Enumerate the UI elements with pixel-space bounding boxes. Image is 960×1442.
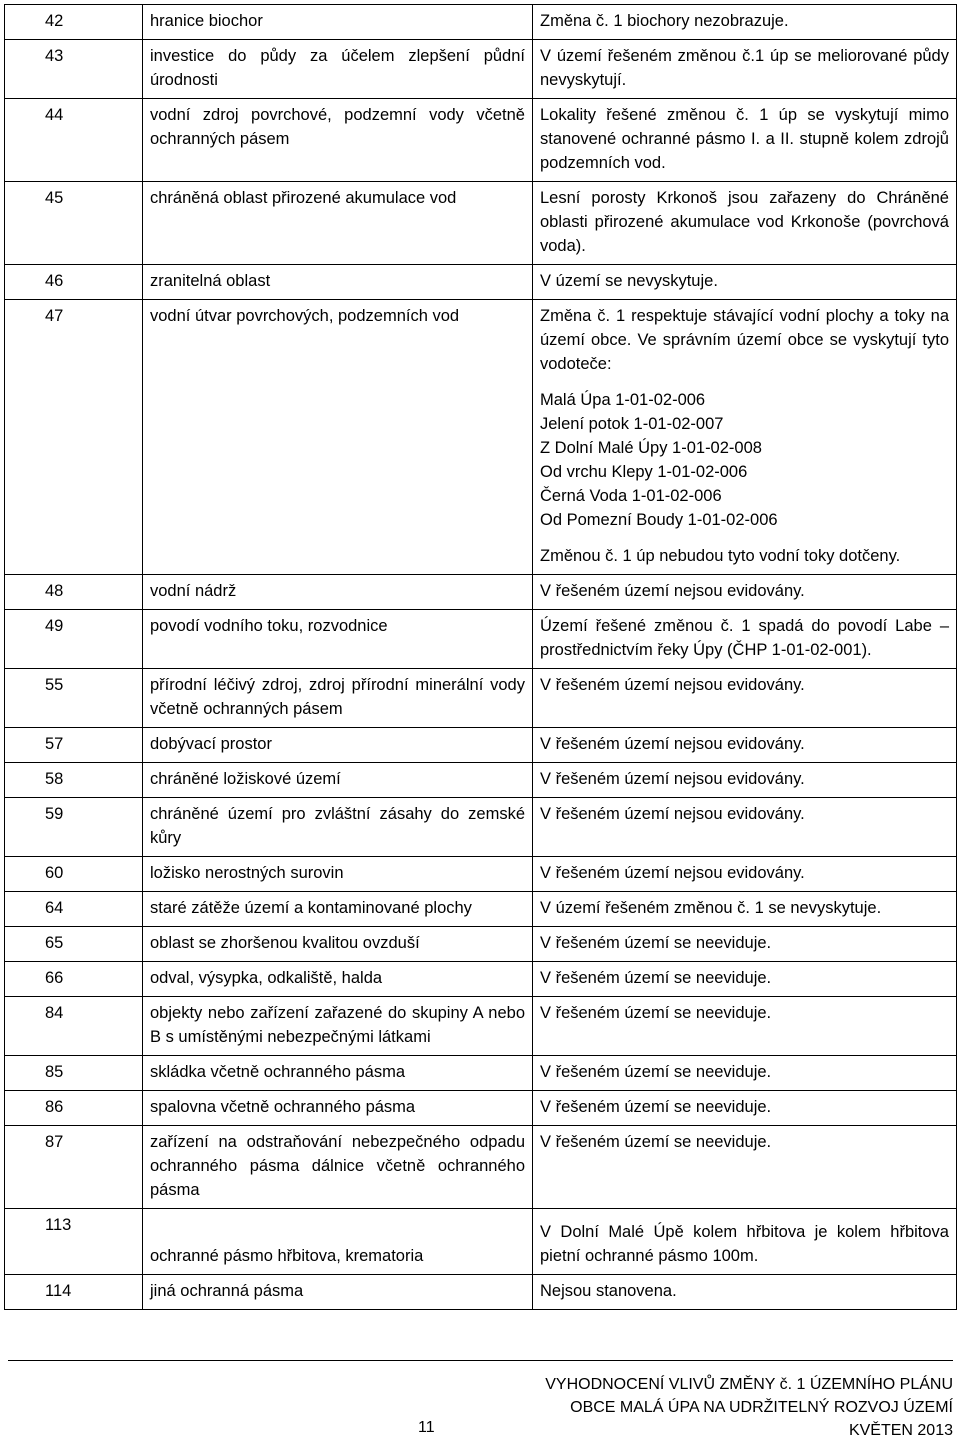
assessment-text: Změnou č. 1 úp nebudou tyto vodní toky dotčeny.	[540, 547, 901, 565]
limit-assessment	[533, 5, 957, 40]
assessment-text: Lokality řešené změnou č. 1 úp se vyskytují mimo stanovené ochranné pásmo I. a II. stupně kolem zdrojů podzemních vod.	[540, 106, 949, 172]
limit-name: zranitelná oblast	[143, 265, 533, 300]
table-row	[5, 1209, 957, 1275]
table-row	[5, 798, 957, 857]
assessment-text: V řešeném území nejsou evidovány.	[540, 735, 805, 753]
assessment-text: Změna č. 1 biochory nezobrazuje.	[540, 12, 789, 30]
row-number: 58	[5, 763, 143, 798]
row-number: 44	[5, 99, 143, 182]
footer-line-3: KVĚTEN 2013	[848, 1422, 953, 1439]
assessment-text: V řešeném území se neeviduje.	[540, 934, 772, 952]
assessment-text: Lesní porosty Krkonoš jsou zařazeny do Chráněné oblasti přirozené akumulace vod Krkonoše (povrchová voda).	[540, 189, 949, 255]
limit-name: chráněná oblast přirozené akumulace vod	[143, 182, 533, 265]
limit-name: hranice biochor	[143, 5, 533, 40]
limit-assessment	[533, 1126, 957, 1209]
row-number: 47	[5, 300, 143, 575]
footer-divider	[8, 1360, 953, 1361]
limit-assessment	[533, 927, 957, 962]
limit-name: investice do půdy za účelem zlepšení půdní úrodnosti	[143, 40, 533, 99]
limit-name: dobývací prostor	[143, 728, 533, 763]
assessment-text: V řešeném území nejsou evidovány.	[540, 805, 805, 823]
assessment-text: V řešeném území se neeviduje.	[540, 1098, 772, 1116]
limit-assessment	[533, 728, 957, 763]
assessment-text: V řešeném území nejsou evidovány.	[540, 864, 805, 882]
limit-name: chráněné ložiskové území	[143, 763, 533, 798]
assessment-text: Nejsou stanovena.	[540, 1282, 677, 1300]
table-row	[5, 575, 957, 610]
assessment-text: V řešeném území nejsou evidovány.	[540, 770, 805, 788]
footer-title	[545, 1373, 953, 1442]
limit-assessment	[533, 1275, 957, 1310]
table-row	[5, 265, 957, 300]
table-row	[5, 927, 957, 962]
row-number: 113	[5, 1209, 143, 1275]
limit-name: zařízení na odstraňování nebezpečného odpadu ochranného pásma dálnice včetně ochranného pásma	[143, 1126, 533, 1209]
row-number: 55	[5, 669, 143, 728]
assessment-text: Malá Úpa 1-01-02-006	[540, 391, 706, 409]
page-number: 11	[418, 1419, 435, 1436]
assessment-text: Od vrchu Klepy 1-01-02-006	[540, 463, 748, 481]
row-number: 65	[5, 927, 143, 962]
row-number: 86	[5, 1091, 143, 1126]
table-row	[5, 99, 957, 182]
limit-assessment	[533, 265, 957, 300]
assessment-text: V Dolní Malé Úpě kolem hřbitova je kolem hřbitova pietní ochranné pásmo 100m.	[540, 1223, 949, 1265]
row-number: 60	[5, 857, 143, 892]
limit-assessment	[533, 1091, 957, 1126]
limit-assessment	[533, 610, 957, 669]
limit-assessment	[533, 892, 957, 927]
limit-assessment	[533, 1056, 957, 1091]
limit-assessment	[533, 763, 957, 798]
assessment-text: V řešeném území nejsou evidovány.	[540, 582, 805, 600]
limit-name: přírodní léčivý zdroj, zdroj přírodní minerální vody včetně ochranných pásem	[143, 669, 533, 728]
row-number: 42	[5, 5, 143, 40]
footer-line-1: VYHODNOCENÍ VLIVŮ ZMĚNY č. 1 ÚZEMNÍHO PLÁNU	[545, 1376, 953, 1393]
table-row	[5, 857, 957, 892]
limit-assessment	[533, 575, 957, 610]
limit-name: staré zátěže území a kontaminované plochy	[143, 892, 533, 927]
table-row	[5, 763, 957, 798]
row-number: 59	[5, 798, 143, 857]
table-row	[5, 1275, 957, 1310]
limit-assessment	[533, 962, 957, 997]
limit-name: vodní útvar povrchových, podzemních vod	[143, 300, 533, 575]
limit-name: skládka včetně ochranného pásma	[143, 1056, 533, 1091]
table-row	[5, 40, 957, 99]
table-row	[5, 300, 957, 575]
assessment-text: V řešeném území se neeviduje.	[540, 1004, 772, 1022]
table-row	[5, 1126, 957, 1209]
row-number: 66	[5, 962, 143, 997]
table-row	[5, 5, 957, 40]
limit-assessment	[533, 997, 957, 1056]
assessment-text: Změna č. 1 respektuje stávající vodní plochy a toky na území obce. Ve správním území obce se vyskytují tyto vodoteče:	[540, 307, 949, 373]
row-number: 49	[5, 610, 143, 669]
table-row	[5, 962, 957, 997]
assessment-text: Černá Voda 1-01-02-006	[540, 487, 722, 505]
limit-name: ložisko nerostných surovin	[143, 857, 533, 892]
table-row	[5, 997, 957, 1056]
assessment-text: V řešeném území se neeviduje.	[540, 1063, 772, 1081]
limit-assessment	[533, 857, 957, 892]
row-number: 85	[5, 1056, 143, 1091]
row-number: 87	[5, 1126, 143, 1209]
limit-name: jiná ochranná pásma	[143, 1275, 533, 1310]
row-number: 64	[5, 892, 143, 927]
table-row	[5, 669, 957, 728]
assessment-text: Jelení potok 1-01-02-007	[540, 415, 724, 433]
row-number: 45	[5, 182, 143, 265]
assessment-text: V území se nevyskytuje.	[540, 272, 718, 290]
row-number: 114	[5, 1275, 143, 1310]
table-row	[5, 1056, 957, 1091]
table-row	[5, 182, 957, 265]
limit-name: spalovna včetně ochranného pásma	[143, 1091, 533, 1126]
assessment-text: V území řešeném změnou č.1 úp se meliorované půdy nevyskytují.	[540, 47, 949, 89]
limit-name: chráněné území pro zvláštní zásahy do zemské kůry	[143, 798, 533, 857]
row-number: 84	[5, 997, 143, 1056]
table-row	[5, 892, 957, 927]
limit-name: ochranné pásmo hřbitova, krematoria	[143, 1209, 533, 1275]
table-row	[5, 1091, 957, 1126]
table-row	[5, 728, 957, 763]
limit-name: vodní zdroj povrchové, podzemní vody včetně ochranných pásem	[143, 99, 533, 182]
row-number: 48	[5, 575, 143, 610]
assessment-text: Území řešené změnou č. 1 spadá do povodí Labe – prostřednictvím řeky Úpy (ČHP 1-01-02-001).	[540, 617, 949, 659]
assessment-text: V území řešeném změnou č. 1 se nevyskytuje.	[540, 899, 882, 917]
assessment-text: Z Dolní Malé Úpy 1-01-02-008	[540, 439, 762, 457]
limit-assessment	[533, 1209, 957, 1275]
limit-assessment	[533, 40, 957, 99]
limit-name: objekty nebo zařízení zařazené do skupiny A nebo B s umístěnými nebezpečnými látkami	[143, 997, 533, 1056]
limit-assessment	[533, 669, 957, 728]
limits-table-body	[5, 5, 957, 1310]
row-number: 46	[5, 265, 143, 300]
row-number: 43	[5, 40, 143, 99]
limit-assessment	[533, 99, 957, 182]
assessment-text: V řešeném území se neeviduje.	[540, 969, 772, 987]
limit-name: vodní nádrž	[143, 575, 533, 610]
limit-name: odval, výsypka, odkaliště, halda	[143, 962, 533, 997]
footer-line-2: OBCE MALÁ ÚPA NA UDRŽITELNÝ ROZVOJ ÚZEMÍ	[570, 1399, 953, 1416]
assessment-text: V řešeném území se neeviduje.	[540, 1133, 772, 1151]
assessment-text: Od Pomezní Boudy 1-01-02-006	[540, 511, 778, 529]
limit-assessment	[533, 300, 957, 575]
row-number: 57	[5, 728, 143, 763]
limit-name: povodí vodního toku, rozvodnice	[143, 610, 533, 669]
limit-assessment	[533, 798, 957, 857]
limit-name: oblast se zhoršenou kvalitou ovzduší	[143, 927, 533, 962]
table-row	[5, 610, 957, 669]
limit-assessment	[533, 182, 957, 265]
assessment-text: V řešeném území nejsou evidovány.	[540, 676, 805, 694]
limits-table	[4, 4, 957, 1310]
